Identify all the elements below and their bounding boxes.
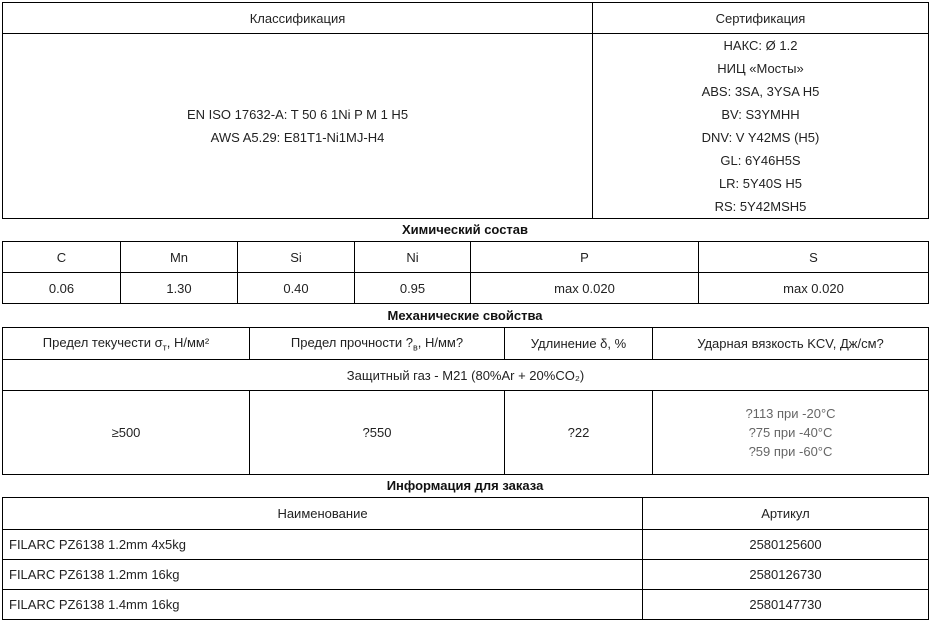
certification-line: DNV: V Y42MS (H5) [701,130,820,145]
certification-line: LR: 5Y40S H5 [718,176,803,191]
certifications-cell [593,34,929,219]
chem-value-s: max 0.020 [699,273,929,304]
chem-value-c: 0.06 [3,273,121,304]
certification-header: Сертификация [593,3,929,34]
impact-value: ?75 при -40°C [748,425,833,440]
chem-header-si: Si [238,242,355,273]
certification-line: НИЦ «Мосты» [717,61,804,76]
standard-line: AWS A5.29: E81T1-Ni1MJ-H4 [210,130,385,145]
order-name-header: Наименование [3,498,643,530]
chem-header-s: S [699,242,929,273]
chem-value-si: 0.40 [238,273,355,304]
chemical-table [2,241,929,304]
impact-toughness-header: Ударная вязкость KCV, Дж/см? [653,328,929,360]
mechanical-table [2,327,929,475]
order-row-name: FILARC PZ6138 1.2mm 16kg [3,560,643,590]
order-row-name: FILARC PZ6138 1.2mm 4x5kg [3,530,643,560]
chem-header-c: C [3,242,121,273]
chem-value-mn: 1.30 [121,273,238,304]
impact-value: ?113 при -20°C [745,406,836,421]
chemical-title: Химический состав [401,222,529,237]
impact-value: ?59 при -60°C [748,444,833,459]
order-row-article: 2580126730 [643,560,929,590]
chem-value-ni: 0.95 [355,273,471,304]
tensile-strength-header: Предел прочности $?_в$, Н/мм? [250,328,505,360]
order-table [2,497,929,620]
chem-value-p: max 0.020 [471,273,699,304]
impact-toughness-values [653,391,929,475]
mechanical-title: Механические свойства [387,308,543,323]
chem-header-p: P [471,242,699,273]
certification-line: НАКС: Ø 1.2 [723,38,798,53]
order-row-name: FILARC PZ6138 1.4mm 16kg [3,590,643,620]
elongation-header: Удлинение δ, % [505,328,653,360]
order-row-article: 2580147730 [643,590,929,620]
order-article-header: Артикул [643,498,929,530]
yield-strength-value: ≥500 [3,391,250,475]
yield-strength-header: Предел текучести $\sigma_т$, Н/мм² [3,328,250,360]
order-row-article: 2580125600 [643,530,929,560]
classification-table [2,2,929,219]
standards-cell [3,34,593,219]
chem-header-mn: Mn [121,242,238,273]
order-title: Информация для заказа [386,478,544,493]
classification-header: Классификация [3,3,593,34]
standard-line: EN ISO 17632-A: T 50 6 1Ni P M 1 H5 [186,107,409,122]
certification-line: ABS: 3SA, 3YSA H5 [701,84,820,99]
certification-line: GL: 6Y46H5S [720,153,801,168]
tensile-strength-value: ?550 [250,391,505,475]
certification-line: RS: 5Y42MSH5 [714,199,807,214]
shielding-gas-row: Защитный газ - M21 (80%Ar + 20%CO₂) [3,360,929,391]
chem-header-ni: Ni [355,242,471,273]
elongation-value: ?22 [505,391,653,475]
certification-line: BV: S3YMHH [721,107,800,122]
